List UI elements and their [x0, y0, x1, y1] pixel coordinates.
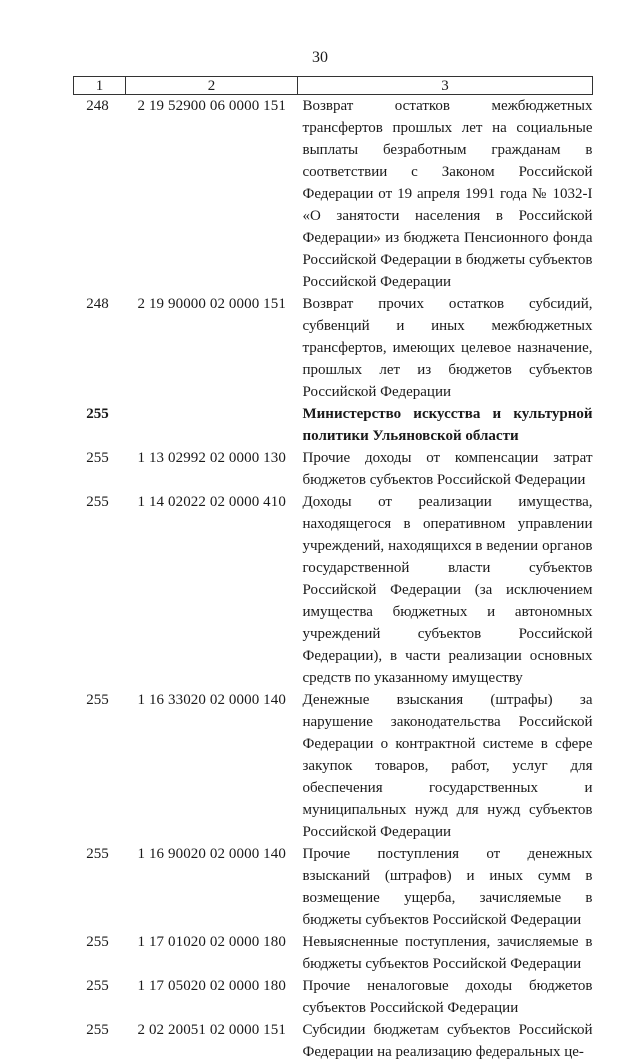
description-cell: Доходы от реализации имущества, находящегося в оперативном управлении учреждений, находящихся в ведении органов государственной власти субъектов Российской Федерации (за исключением имущества бюджетных и автономных учреждений субъектов Российской Федерации), в части реализации основных средств по указанному имуществу: [298, 491, 593, 689]
description-cell: Денежные взыскания (штрафы) за нарушение законодательства Российской Федерации о контрактной системе в сфере закупок товаров, работ, услуг для обеспечения государственных и муниципальных нужд для нужд субъектов Российской Федерации: [298, 689, 593, 843]
table-row: [74, 447, 593, 491]
description-cell: Прочие поступления от денежных взысканий (штрафов) и иных сумм в возмещение ущерба, зачисляемые в бюджеты субъектов Российской Федерации: [298, 843, 593, 931]
description-cell: Прочие неналоговые доходы бюджетов субъектов Российской Федерации: [298, 975, 593, 1019]
budget-code-cell: 2 19 52900 06 0000 151: [126, 95, 298, 294]
admin-code-cell: 255: [74, 931, 126, 975]
revenue-codes-table: [73, 76, 593, 1063]
admin-code-cell: 255: [74, 491, 126, 689]
page-number: 30: [0, 49, 640, 67]
table-row: [74, 931, 593, 975]
description-cell: Субсидии бюджетам субъектов Российской Федерации на реализацию федеральных це-: [298, 1019, 593, 1063]
table-row: [74, 491, 593, 689]
admin-code-cell: 255: [74, 689, 126, 843]
budget-code-cell: 1 17 01020 02 0000 180: [126, 931, 298, 975]
admin-code-cell: 255: [74, 1019, 126, 1063]
ministry-heading-cell: Министерство искусства и культурной политики Ульяновской области: [298, 403, 593, 447]
header-col-3: 3: [298, 77, 593, 95]
admin-code-cell: 255: [74, 843, 126, 931]
table-row: [74, 1019, 593, 1063]
admin-code-cell: 255: [74, 447, 126, 491]
budget-code-cell: 2 02 20051 02 0000 151: [126, 1019, 298, 1063]
admin-code-cell: 248: [74, 293, 126, 403]
description-cell: Невыясненные поступления, зачисляемые в бюджеты субъектов Российской Федерации: [298, 931, 593, 975]
header-col-1: 1: [74, 77, 126, 95]
budget-code-cell: 1 14 02022 02 0000 410: [126, 491, 298, 689]
description-cell: Прочие доходы от компенсации затрат бюджетов субъектов Российской Федерации: [298, 447, 593, 491]
description-cell: Возврат прочих остатков субсидий, субвенций и иных межбюджетных трансфертов, имеющих целевое назначение, прошлых лет из бюджетов субъектов Российской Федерации: [298, 293, 593, 403]
admin-code-cell: 248: [74, 95, 126, 294]
table-body: [74, 95, 593, 1063]
description-cell: Возврат остатков межбюджетных трансфертов прошлых лет на социальные выплаты безработным гражданам в соответствии с Законом Российской Федерации от 19 апреля 1991 года № 1032-I «О занятости населения в Российской Федерации» из бюджета Пенсионного фонда Российской Федерации в бюджеты субъектов Российской Федерации: [298, 95, 593, 294]
table-header: [74, 77, 593, 95]
budget-code-cell: 1 13 02992 02 0000 130: [126, 447, 298, 491]
table-row: [74, 975, 593, 1019]
table-row: [74, 95, 593, 294]
budget-code-cell: 1 16 90020 02 0000 140: [126, 843, 298, 931]
budget-code-cell: [126, 403, 298, 447]
admin-code-cell: 255: [74, 975, 126, 1019]
budget-code-cell: 1 16 33020 02 0000 140: [126, 689, 298, 843]
admin-code-cell: 255: [74, 403, 126, 447]
budget-code-cell: 1 17 05020 02 0000 180: [126, 975, 298, 1019]
budget-code-cell: 2 19 90000 02 0000 151: [126, 293, 298, 403]
header-col-2: 2: [126, 77, 298, 95]
table-row-section-heading: [74, 403, 593, 447]
table-row: [74, 293, 593, 403]
table-row: [74, 689, 593, 843]
table-row: [74, 843, 593, 931]
header-row: [74, 77, 593, 95]
